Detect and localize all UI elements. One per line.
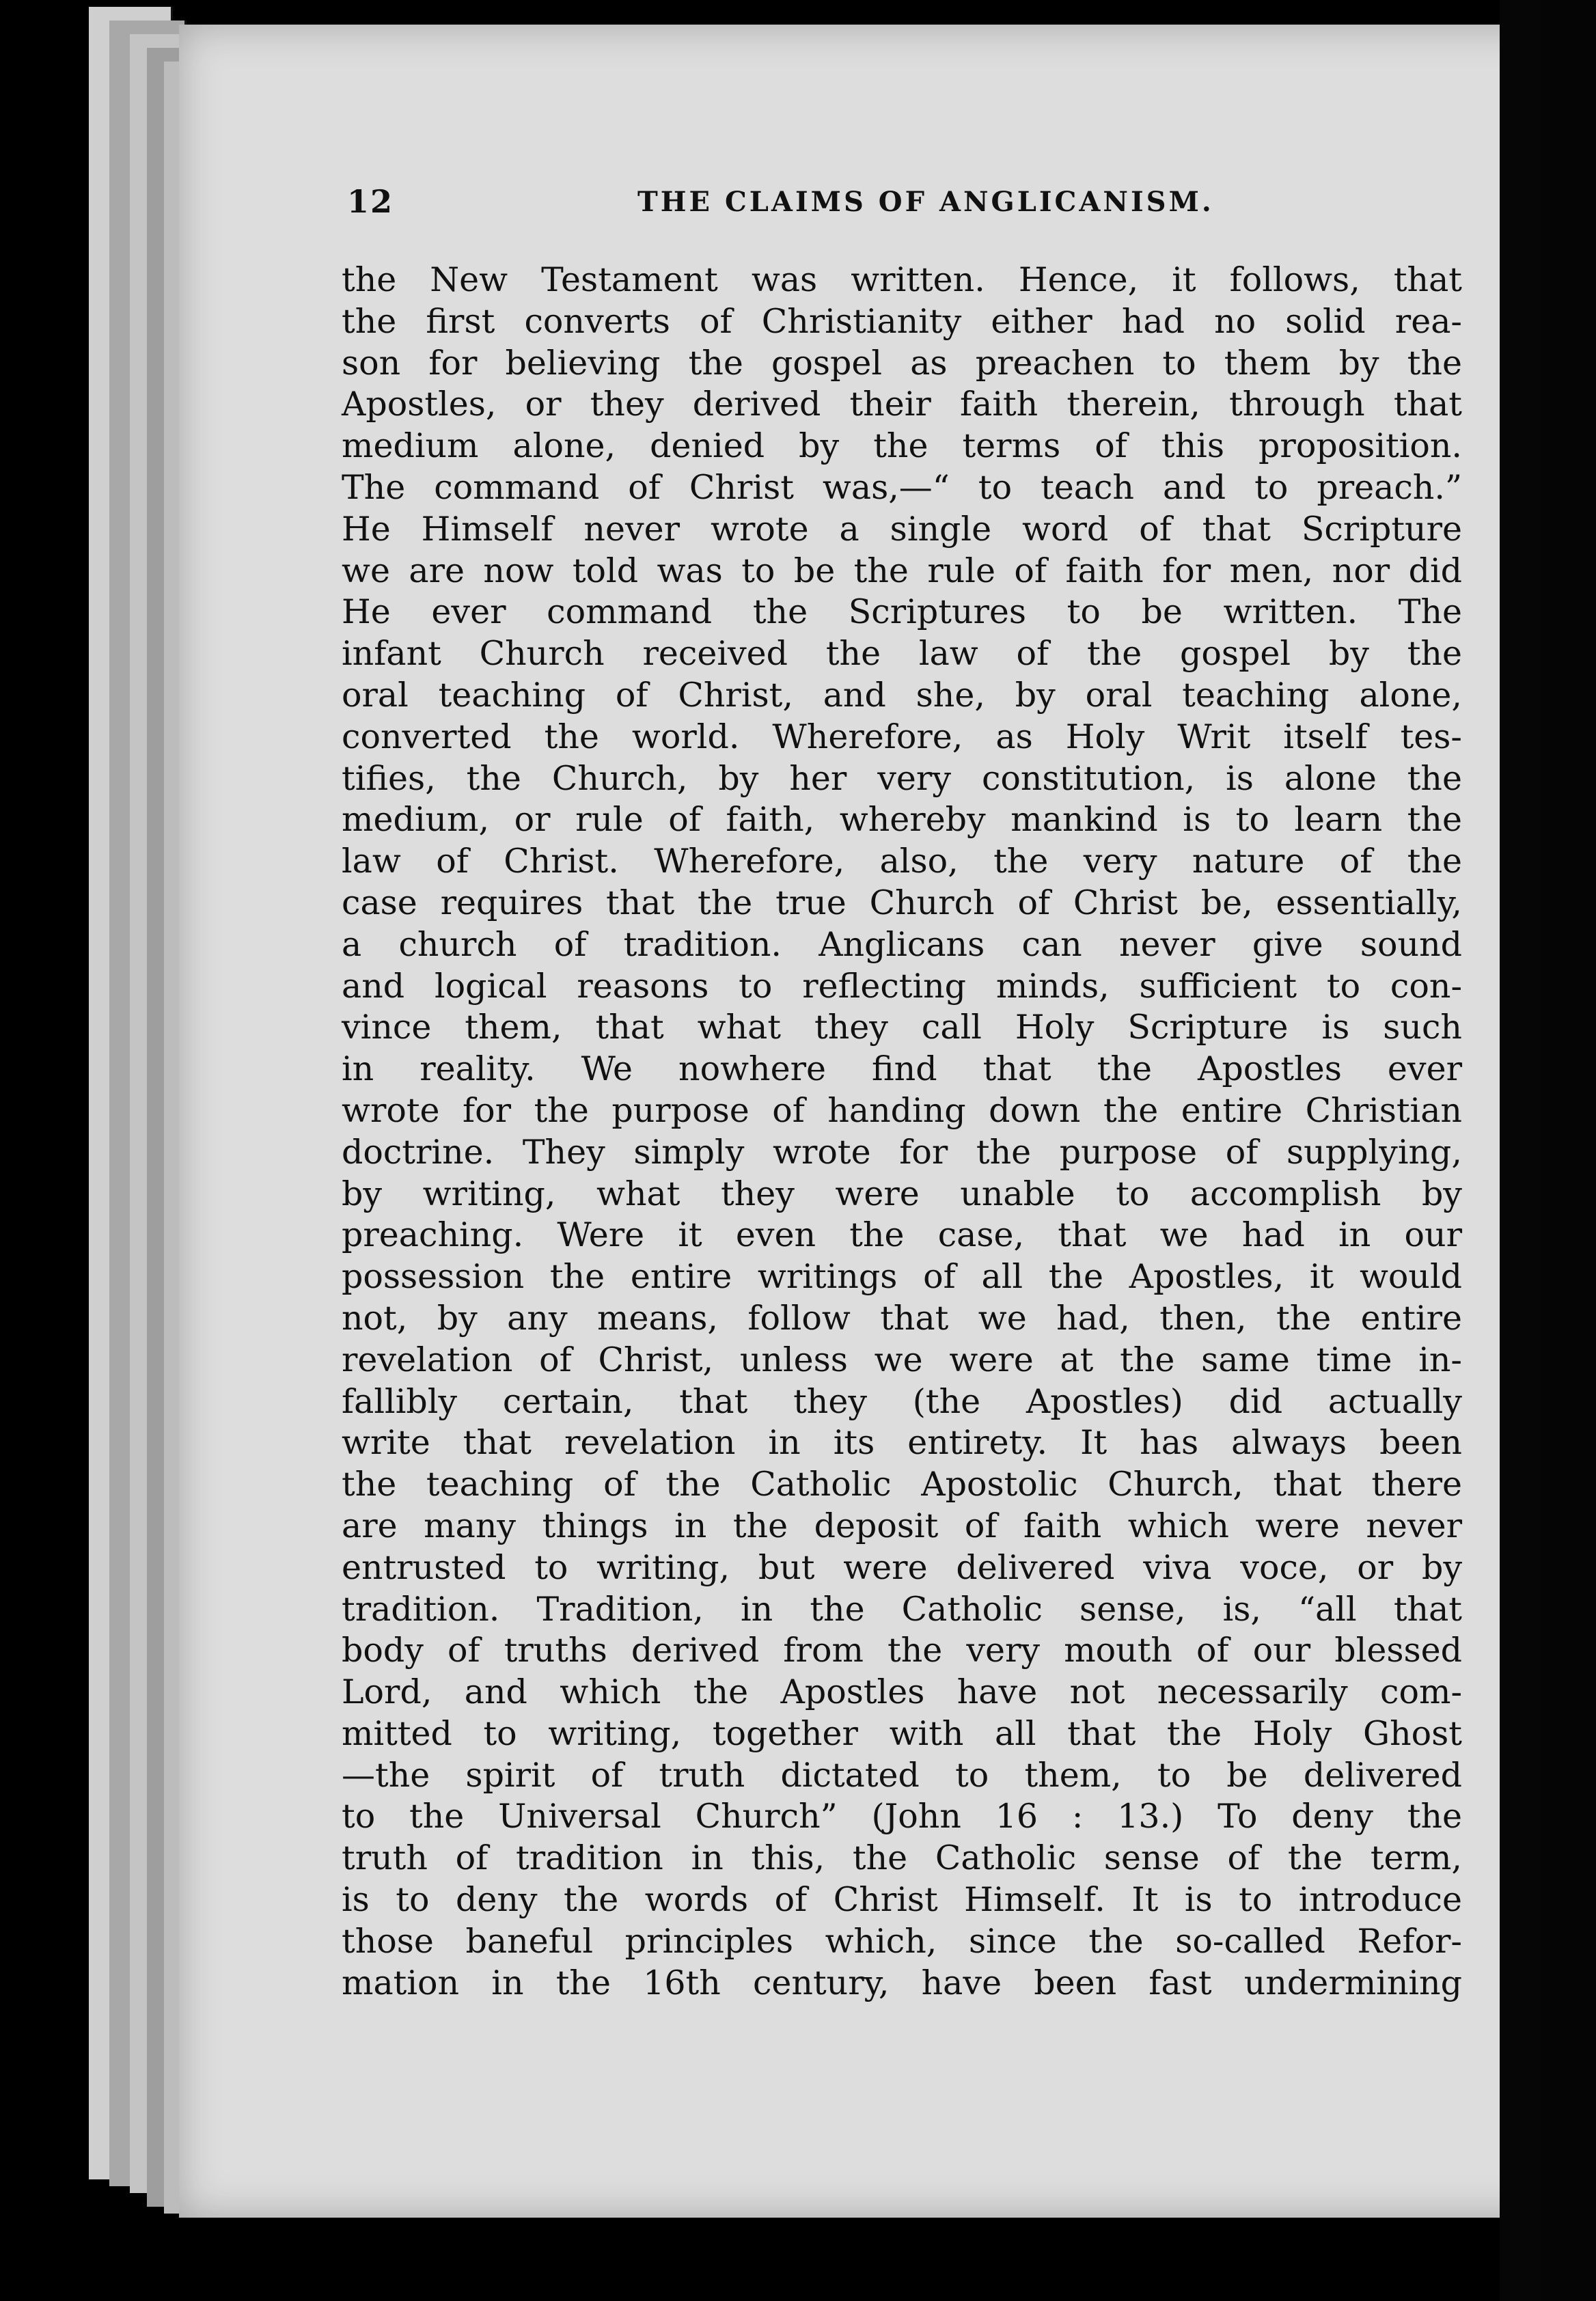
body-text — [342, 260, 1462, 2004]
text-line: the New Testament was written. Hence, it follows, that — [342, 260, 1462, 299]
running-title: THE CLAIMS OF ANGLICANISM. — [637, 186, 1214, 218]
text-line: the first converts of Christianity either had no solid rea- — [342, 301, 1462, 341]
text-line: write that revelation in its entirety. It has always been — [342, 1423, 1462, 1463]
text-line: entrusted to writing, but were delivered viva voce, or by — [342, 1547, 1462, 1587]
text-line: by writing, what they were unable to accomplish by — [342, 1174, 1462, 1213]
text-line: truth of tradition in this, the Catholic sense of the term, — [342, 1838, 1462, 1878]
text-line: mitted to writing, together with all that the Holy Ghost — [342, 1713, 1462, 1753]
text-line: we are now told was to be the rule of faith for men, nor did — [342, 551, 1462, 590]
text-line: wrote for the purpose of handing down the entire Christian — [342, 1090, 1462, 1130]
text-line: case requires that the true Church of Christ be, essentially, — [342, 883, 1462, 922]
text-line: and logical reasons to reflecting minds, sufficient to con- — [342, 966, 1462, 1006]
text-line: The command of Christ was,—“ to teach and to preach.” — [342, 467, 1462, 507]
text-line: body of truths derived from the very mouth of our blessed — [342, 1631, 1462, 1670]
text-line: fallibly certain, that they (the Apostles) did actually — [342, 1381, 1462, 1421]
text-line: doctrine. They simply wrote for the purpose of supplying, — [342, 1132, 1462, 1172]
text-line: infant Church received the law of the gospel by the — [342, 634, 1462, 674]
text-line: Lord, and which the Apostles have not necessarily com- — [342, 1672, 1462, 1712]
text-line: are many things in the deposit of faith which were never — [342, 1506, 1462, 1545]
text-line: not, by any means, follow that we had, then, the entire — [342, 1298, 1462, 1338]
text-line: medium, or rule of faith, whereby mankind is to learn the — [342, 800, 1462, 840]
text-line: medium alone, denied by the terms of this proposition. — [342, 426, 1462, 466]
text-line: converted the world. Wherefore, as Holy Writ itself tes- — [342, 717, 1462, 756]
text-line: revelation of Christ, unless we were at the same time in- — [342, 1340, 1462, 1379]
text-line: oral teaching of Christ, and she, by oral teaching alone, — [342, 675, 1462, 715]
text-line: a church of tradition. Anglicans can never give sound — [342, 924, 1462, 964]
text-line: law of Christ. Wherefore, also, the very nature of the — [342, 842, 1462, 881]
text-line: tifies, the Church, by her very constitution, is alone the — [342, 758, 1462, 798]
text-line: He Himself never wrote a single word of that Scripture — [342, 509, 1462, 549]
text-line: mation in the 16th century, have been fast undermining — [342, 1963, 1462, 2002]
text-line: son for believing the gospel as preachen to them by the — [342, 343, 1462, 383]
text-line: to the Universal Church” (John 16 : 13.) To deny the — [342, 1797, 1462, 1836]
text-line: tradition. Tradition, in the Catholic sense, is, “all that — [342, 1589, 1462, 1629]
page-header — [347, 183, 1214, 238]
binding-shadow — [1500, 0, 1541, 2301]
text-line: possession the entire writings of all the Apostles, it would — [342, 1257, 1462, 1297]
text-line: Apostles, or they derived their faith therein, through that — [342, 385, 1462, 424]
page-number: 12 — [347, 183, 394, 220]
text-line: —the spirit of truth dictated to them, to be delivered — [342, 1755, 1462, 1795]
text-line: those baneful principles which, since the so-called Refor- — [342, 1921, 1462, 1961]
text-line: vince them, that what they call Holy Scripture is such — [342, 1008, 1462, 1047]
text-line: in reality. We nowhere find that the Apostles ever — [342, 1049, 1462, 1089]
text-line: is to deny the words of Christ Himself. It is to introduce — [342, 1880, 1462, 1920]
scan-border — [1541, 0, 1596, 2301]
text-line: He ever command the Scriptures to be written. The — [342, 592, 1462, 632]
text-line: the teaching of the Catholic Apostolic Church, that there — [342, 1465, 1462, 1504]
text-line: preaching. Were it even the case, that we had in our — [342, 1215, 1462, 1255]
